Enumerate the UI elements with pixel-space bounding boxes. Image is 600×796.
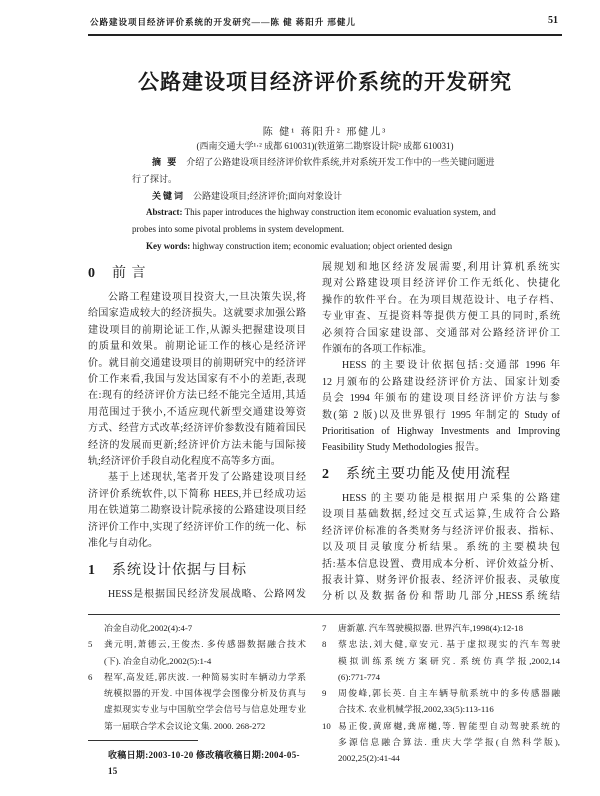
- authors: 陈 健¹ 蒋阳升² 邢健儿³: [262, 127, 388, 138]
- references-left-list: [88, 620, 306, 734]
- reference-line: [322, 636, 560, 652]
- text-line: 济评价系统软件,以下简称 HEES,并已经成功运: [88, 488, 306, 500]
- text-line: 括:基本信息设置、费用成本分析、评价效益分析、: [322, 558, 560, 570]
- reference-line: [88, 718, 306, 734]
- reference-text: 龚元明,萧德云,王俊杰. 多传感器数据融合技术: [104, 639, 306, 650]
- received-date: 收稿日期:2003-10-20 修改稿收稿日期:2004-05-15: [108, 750, 300, 777]
- reference-text: 冶金自动化,2002(4):4-7: [104, 623, 193, 633]
- text-line: 经济评价标准的各类财务与经济评价报表、指标、: [322, 525, 560, 537]
- reference-text: 模拟训练系统方案研究. 系统仿真学报,2002,14: [338, 655, 560, 666]
- reference-line: [322, 701, 560, 717]
- text-line: 的质量和效果。前期论证工作的核心是经济评: [88, 341, 306, 353]
- reference-text: 虚拟现实专业与中国航空学会信号与信息处理专业: [104, 704, 306, 715]
- abstract-block: [132, 154, 510, 255]
- reference-text: (下). 冶金自动化,2002(5):1-4: [104, 655, 212, 666]
- references-right: [322, 620, 560, 767]
- reference-number: [88, 620, 104, 636]
- text-line: 展规划和地区经济发展需要,利用计算机系统实: [322, 262, 560, 273]
- text-line: 必须符合国家建设部、交通部对公路经济评价工: [322, 327, 560, 339]
- keywords-cn-text: 公路建设项目;经济评价;面向对象设计: [193, 190, 343, 201]
- text-line: HESS是根据国民经济发展战略、公路网发: [108, 588, 306, 600]
- reference-number: 5: [88, 639, 93, 650]
- text-line: 操作的软件平台。在为项目规范设计、电子存档、: [322, 294, 560, 306]
- section-number: 0: [88, 266, 96, 281]
- reference-line: [322, 750, 560, 766]
- text-line: 员会 1994 年颁布的建设项目经济评价方法与参: [322, 393, 560, 405]
- abstract-cn-text-cont: 行了探讨。: [132, 173, 178, 184]
- text-line: Prioritisation of Highway Investments and Improving: [322, 426, 560, 438]
- text-line: HESS 的主要设计依据包括:交通部 1996 年: [342, 360, 560, 372]
- text-line: 分析以及数据备份和帮助几部分,HESS系统结: [322, 591, 560, 603]
- abstract-cn-label: 摘 要: [152, 157, 179, 167]
- reference-line: [88, 701, 306, 717]
- right-column: [322, 260, 560, 606]
- reference-text: 唐新蕙. 汽车驾驶模拟器. 世界汽车,1998(4):12-18: [338, 623, 523, 633]
- section-1-body: [88, 587, 306, 603]
- reference-line: [88, 669, 306, 685]
- reference-number: [322, 750, 338, 766]
- text-line: HESS 的主要功能是根据用户采集的公路建: [342, 492, 560, 504]
- reference-number: [88, 718, 104, 734]
- references-left: [88, 620, 306, 780]
- reference-text: 合技术. 农业机械学报,2002,33(5):113-116: [338, 704, 494, 715]
- reference-number: 9: [322, 688, 327, 699]
- reference-text: 周俊峰,郭长英. 自主车辆导航系统中的多传感器融: [338, 688, 560, 699]
- text-line: 报表计算、财务评价报表、经济评价报表、灵敏度: [322, 574, 560, 586]
- abstract-cn-text: 介绍了公路建设项目经济评价软件系统,并对系统开发工作中的一些关键问题进: [186, 157, 495, 167]
- reference-number: [322, 669, 338, 685]
- reference-number: 7: [322, 623, 327, 633]
- text-line: 建设项目的前期论证工作,从源头把握建设项目: [88, 324, 306, 336]
- abstract-en-text: This paper introduces the highway construction item economic evaluation system, and: [184, 207, 496, 218]
- text-line: 准化与自动化。: [88, 538, 158, 550]
- reference-text: 程军,高发廷,郭庆波. 一种简易实时车辆动力学系: [104, 671, 306, 682]
- text-line: Feasibility Study Methodologies 报告。: [322, 442, 486, 454]
- text-line: 设项目基础数据,经过交互式运算,生成符合公路: [322, 509, 560, 521]
- text-line: 基于上述现状,笔者开发了公路建设项目经: [108, 472, 306, 484]
- footnote-separator: [88, 614, 560, 615]
- reference-number: 6: [88, 671, 93, 682]
- text-line: 用在铁道第二勘察设计院承接的公路建设项目经: [88, 505, 306, 517]
- section-2-body: [322, 491, 560, 606]
- text-line: 以及项目灵敏度分析结果。系统的主要模块包: [322, 542, 560, 554]
- reference-line: [322, 718, 560, 734]
- text-line: 价。就目前交通建设项目的前期研究中的经济评: [88, 357, 306, 369]
- reference-line: [88, 620, 306, 636]
- reference-text: 统模拟器的开发. 中国体视学会图像分析及仿真与: [104, 688, 306, 699]
- header-rule: [88, 34, 562, 36]
- reference-number: 10: [322, 720, 331, 731]
- text-line: 给国家造成较大的经济损失。这就要求加强公路: [88, 308, 306, 320]
- reference-line: [322, 669, 560, 685]
- section-0-body: [88, 290, 306, 553]
- reference-line: [322, 653, 560, 669]
- reference-text: (6):771-774: [338, 671, 381, 682]
- text-line: 12 月颁布的公路建设经济评价方法、国家计划委: [322, 376, 560, 388]
- section-title: 系统设计依据与目标: [112, 562, 247, 578]
- reference-number: 8: [322, 639, 327, 650]
- keywords-en-label: Key words:: [146, 240, 191, 251]
- text-line: 作颁布的各项工作标准。: [322, 344, 432, 356]
- section-1-heading: [88, 561, 306, 581]
- text-line: 在:现有的经济评价方法已经不能完全适用,其适: [88, 390, 306, 402]
- abstract-en-label: Abstract:: [146, 207, 183, 218]
- affiliation: (西南交通大学¹·² 成都 610031)(铁道第二勘察设计院³ 成都 610031): [196, 141, 454, 151]
- running-header: 公路建设项目经济评价系统的开发研究——陈 健 蒋阳升 邢健儿: [90, 17, 356, 27]
- section-number: 1: [88, 562, 96, 578]
- section-number: 2: [322, 466, 330, 482]
- reference-text: 第一届联合学术会议论文集. 2000. 268-272: [104, 720, 266, 731]
- right-column-body: [322, 260, 560, 457]
- reference-line: [88, 685, 306, 701]
- reference-number: [88, 685, 104, 701]
- reference-number: [88, 701, 104, 717]
- text-line: 公路工程建设项目投资大,一旦决策失误,将: [108, 292, 306, 303]
- section-0-heading: [88, 264, 306, 284]
- text-line: 专业审查、互提资料等提供方便工具的同时,系统: [322, 311, 560, 323]
- reference-line: [322, 620, 560, 636]
- text-line: 方式、经营方式改革;经济评价参数没有随着国民: [88, 423, 306, 435]
- footnote-separator-short: [88, 740, 198, 741]
- page-number: 51: [548, 15, 558, 26]
- reference-text: 易正俊,黄席樾,龚席樾,等. 智能型自动驾驶系统的: [338, 720, 560, 731]
- reference-number: [322, 734, 338, 750]
- section-2-heading: [322, 465, 560, 485]
- reference-number: [322, 701, 338, 717]
- reference-line: [88, 636, 306, 652]
- abstract-en-text-cont: probes into some pivotal problems in system development.: [132, 224, 344, 235]
- reference-text: 蔡忠法,刘大健,章安元. 基于虚拟现实的汽车驾驶: [338, 639, 560, 650]
- keywords-en-text: highway construction item; economic evaluation; object oriented design: [192, 240, 453, 251]
- text-line: 数(第 2 版)以及世界银行 1995 年制定的 Study of: [322, 409, 560, 421]
- text-line: 现对公路建设项目经济评价工作无纸化、快捷化: [322, 278, 560, 290]
- text-line: 用范围过于狭小,不适应现代新型交通建设筹资: [88, 406, 306, 418]
- reference-text: 2002,25(2):41-44: [338, 753, 400, 764]
- keywords-cn-label: 关键词: [152, 190, 186, 201]
- reference-line: [322, 685, 560, 701]
- reference-number: [88, 653, 104, 669]
- text-line: 经济的发展而更新;经济评价方法未能与国际接: [88, 439, 306, 451]
- reference-line: [88, 653, 306, 669]
- paper-title: 公路建设项目经济评价系统的开发研究: [138, 70, 512, 94]
- reference-number: [322, 653, 338, 669]
- reference-text: 多源信息融合算法. 重庆大学学报(自然科学版),: [338, 737, 560, 748]
- section-title: 前 言: [112, 266, 147, 281]
- reference-line: [322, 734, 560, 750]
- left-column: [88, 262, 306, 603]
- section-title: 系统主要功能及使用流程: [346, 466, 511, 482]
- text-line: 济评价工作中,实现了经济评价工作的统一化、标: [88, 521, 306, 533]
- text-line: 价工作来看,我国与发达国家有不小的差距,表现: [88, 374, 306, 386]
- text-line: 轨;经济评价手段自动化程度不高等多方面。: [88, 456, 281, 468]
